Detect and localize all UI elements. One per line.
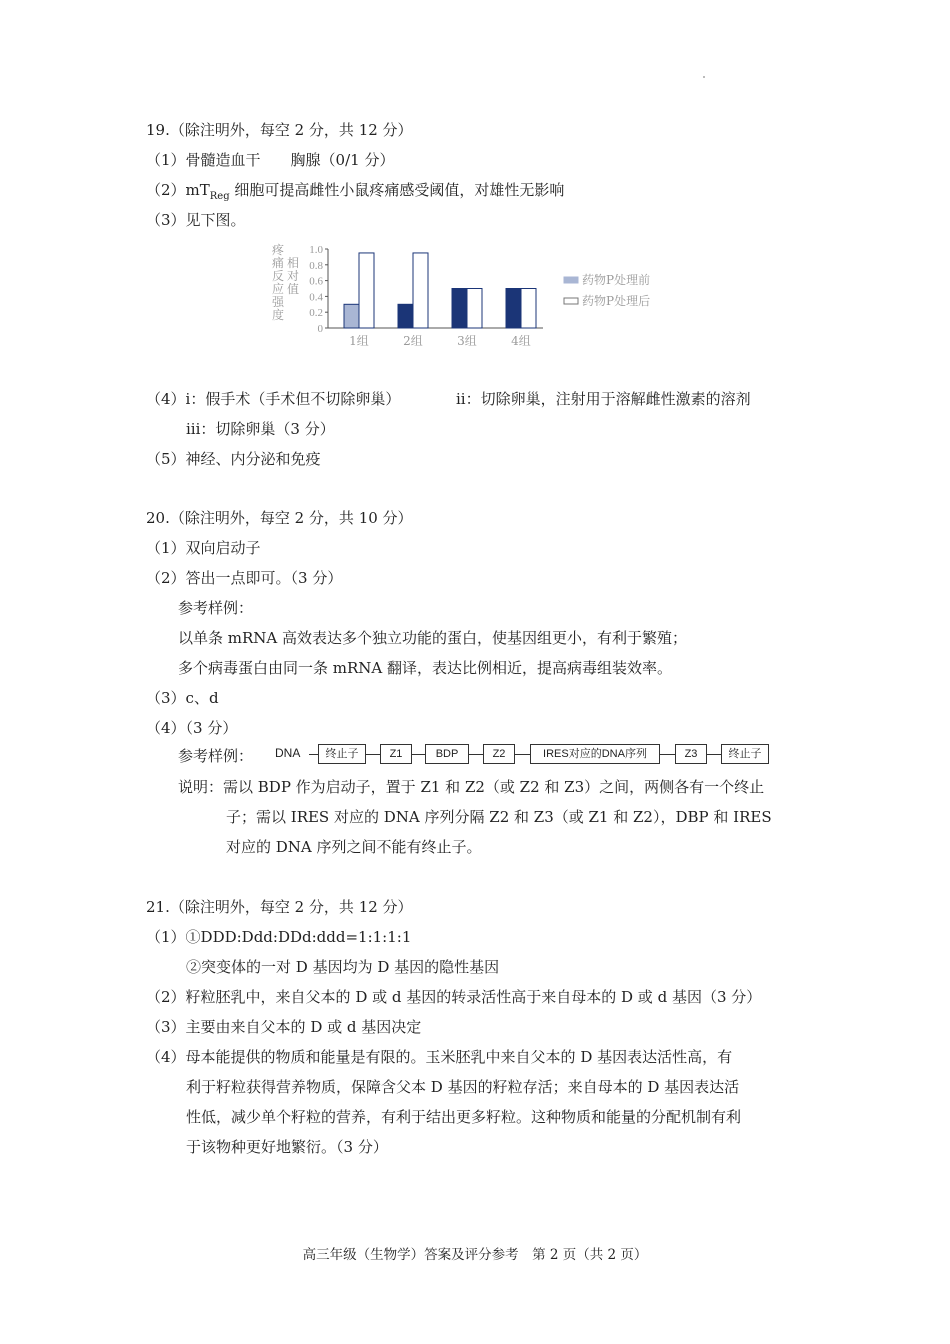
q19-answer-3: （3）见下图。 [146, 211, 246, 229]
q19-answer-4-ii: ii：切除卵巢，注射用于溶解雌性激素的溶剂 [456, 390, 751, 408]
dna-construct-diagram [275, 742, 795, 768]
q19-answer-5: （5）神经、内分泌和免疫 [146, 450, 321, 468]
dna-box-bdp: BDP [425, 744, 469, 764]
q21-answer-4a: （4）母本能提供的物质和能量是有限的。玉米胚乳中来自父本的 D 基因表达活性高，有 [146, 1048, 733, 1066]
q20-header: 20.（除注明外，每空 2 分，共 10 分） [146, 509, 413, 527]
q19-answer-1: （1）骨髓造血干 胸腺（0/1 分） [146, 151, 395, 169]
bar-after-4 [521, 289, 536, 329]
y-tick-label: 0.2 [309, 307, 323, 320]
q19-header: 19.（除注明外，每空 2 分，共 12 分） [146, 121, 413, 139]
q20-note-2: 子；需以 IRES 对应的 DNA 序列分隔 Z2 和 Z3（或 Z1 和 Z2），DBP 和 IRES [226, 808, 772, 826]
bar-after-1 [359, 253, 374, 328]
q20-note-1: 说明：需以 BDP 作为启动子，置于 Z1 和 Z2（或 Z2 和 Z3）之间，两侧各有一个终止 [178, 778, 765, 796]
page-footer: 高三年级（生物学）答案及评分参考 第 2 页（共 2 页） [302, 1247, 648, 1263]
bar-before-1 [344, 304, 359, 328]
y-tick-label: 0.4 [309, 291, 323, 304]
legend-swatch-1 [564, 277, 578, 283]
y-axis-label-char: 相 [286, 256, 300, 270]
bar-before-3 [452, 289, 467, 329]
dna-box-terminator-2: 终止子 [721, 744, 769, 764]
x-tick-label: 3组 [457, 334, 477, 348]
x-tick-label: 1组 [349, 334, 369, 348]
y-tick-label: 0 [317, 323, 323, 335]
bar-after-2 [413, 253, 428, 328]
bar-before-2 [398, 304, 413, 328]
y-axis-label-char: 反 [271, 269, 285, 283]
bar-before-4 [506, 289, 521, 329]
dna-box-z3: Z3 [675, 744, 707, 764]
pain-response-bar-chart [268, 238, 688, 356]
q21-answer-4d: 于该物种更好地繁衍。（3 分） [186, 1138, 388, 1156]
q21-answer-4c: 性低，减少单个籽粒的营养，有利于结出更多籽粒。这种物质和能量的分配机制有利 [186, 1108, 742, 1126]
q20-sample-label: 参考样例： [178, 599, 254, 617]
legend-label-1: 药物P处理前 [582, 273, 651, 287]
y-axis-label-char: 痛 [271, 256, 285, 270]
q21-answer-4b: 利于籽粒获得营养物质，保障含父本 D 基因的籽粒存活；来自母本的 D 基因表达活 [186, 1078, 740, 1096]
x-tick-label: 4组 [511, 334, 531, 348]
q19-answer-4-i: （4）i：假手术（手术但不切除卵巢） [146, 390, 401, 408]
q20-answer-4: （4）（3 分） [146, 719, 238, 737]
y-axis-label-char: 应 [271, 282, 285, 296]
q20-sample-1: 以单条 mRNA 高效表达多个独立功能的蛋白，使基因组更小，有利于繁殖； [178, 629, 688, 647]
q21-answer-1b: ②突变体的一对 D 基因均为 D 基因的隐性基因 [186, 958, 500, 976]
legend-label-2: 药物P处理后 [582, 294, 651, 308]
q21-answer-1a: （1）①DDD:Ddd:DDd:ddd=1:1:1:1 [146, 928, 412, 946]
x-tick-label: 2组 [403, 334, 423, 348]
dna-box-ires-sequence: IRES对应的DNA序列 [530, 744, 660, 764]
dna-label: DNA [275, 746, 301, 760]
bar-after-3 [467, 289, 482, 329]
y-tick-label: 0.8 [309, 259, 323, 272]
y-axis-label-char: 值 [286, 282, 300, 296]
y-axis-label-char: 强 [271, 295, 285, 309]
q20-answer-2: （2）答出一点即可。（3 分） [146, 569, 343, 587]
q21-header: 21.（除注明外，每空 2 分，共 12 分） [146, 898, 413, 916]
dna-box-z2: Z2 [483, 744, 515, 764]
scan-dot [703, 76, 705, 78]
y-axis-label-char: 度 [271, 308, 285, 322]
q20-answer-3: （3）c、d [146, 689, 219, 707]
q20-sample-label-2: 参考样例： [178, 747, 254, 765]
y-axis-label-char: 对 [286, 269, 300, 283]
y-tick-label: 1.0 [309, 244, 323, 256]
legend-swatch-2 [564, 298, 578, 304]
dna-box-terminator-1: 终止子 [318, 744, 366, 764]
q20-sample-2: 多个病毒蛋白由同一条 mRNA 翻译，表达比例相近，提高病毒组装效率。 [178, 659, 673, 677]
q20-answer-1: （1）双向启动子 [146, 539, 261, 557]
q21-answer-2: （2）籽粒胚乳中，来自父本的 D 或 d 基因的转录活性高于来自母本的 D 或 d 基因（3 分） [146, 988, 762, 1006]
dna-box-z1: Z1 [380, 744, 412, 764]
q21-answer-3: （3）主要由来自父本的 D 或 d 基因决定 [146, 1018, 422, 1036]
q19-answer-4-iii: iii：切除卵巢（3 分） [186, 420, 335, 438]
y-tick-label: 0.6 [309, 275, 323, 288]
q20-note-3: 对应的 DNA 序列之间不能有终止子。 [226, 838, 482, 856]
q19-answer-2: $(2)mT_{Reg}$ 细胞可提高雌性小鼠疼痛感受阈值，对雄性无影响 [146, 181, 565, 202]
y-axis-label-char: 疼 [271, 243, 285, 257]
